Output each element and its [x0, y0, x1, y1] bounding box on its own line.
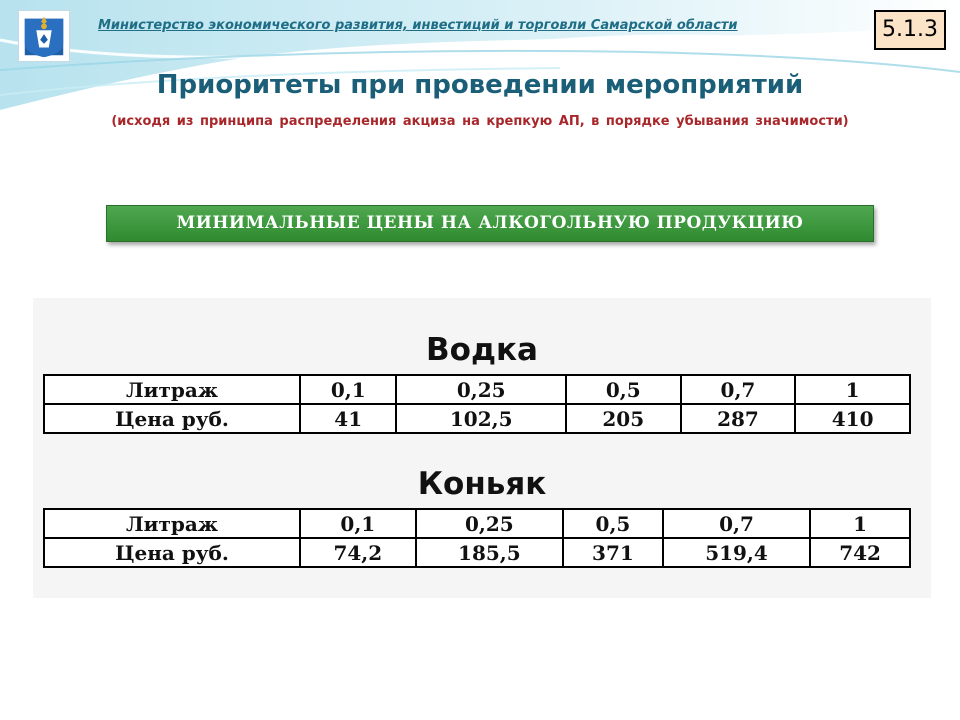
table-cell: 0,5 — [563, 509, 663, 538]
table-cell: 519,4 — [663, 538, 810, 567]
table-cell: 0,1 — [300, 375, 396, 404]
slide-number-badge: 5.1.3 — [874, 10, 946, 50]
table-cell: 0,25 — [416, 509, 563, 538]
table-cell: 0,7 — [663, 509, 810, 538]
table-cell: 0,5 — [566, 375, 681, 404]
table-cell: 102,5 — [396, 404, 565, 433]
table-cell: 185,5 — [416, 538, 563, 567]
table-cell: 1 — [810, 509, 910, 538]
price-tables-panel — [33, 298, 931, 598]
vodka-price-table — [43, 374, 911, 434]
cognac-price-table — [43, 508, 911, 568]
slide-title: Приоритеты при проведении мероприятий — [156, 70, 804, 100]
table-cell: 287 — [681, 404, 796, 433]
cognac-table-title: Коньяк — [417, 466, 547, 502]
table-row — [44, 404, 910, 433]
table-cell: 0,1 — [300, 509, 416, 538]
vodka-table-title: Водка — [426, 332, 538, 368]
table-cell: 1 — [795, 375, 910, 404]
section-banner: МИНИМАЛЬНЫЕ ЦЕНЫ НА АЛКОГОЛЬНУЮ ПРОДУКЦИЮ — [106, 205, 874, 242]
samara-region-emblem-icon — [18, 10, 70, 62]
ministry-header-link[interactable]: Министерство экономического развития, инвестиций и торговли Самарской области — [98, 18, 738, 33]
table-cell: Цена руб. — [44, 538, 300, 567]
table-cell: Литраж — [44, 375, 300, 404]
table-cell: 0,25 — [396, 375, 565, 404]
table-cell: 205 — [566, 404, 681, 433]
table-cell: Цена руб. — [44, 404, 300, 433]
table-cell: 74,2 — [300, 538, 416, 567]
table-cell: 742 — [810, 538, 910, 567]
table-cell: 371 — [563, 538, 663, 567]
table-cell: 0,7 — [681, 375, 796, 404]
table-cell: 41 — [300, 404, 396, 433]
slide-subtitle: (исходя из принципа распределения акциза на крепкую АП, в порядке убывания значимости) — [111, 114, 849, 129]
table-cell: 410 — [795, 404, 910, 433]
table-row — [44, 509, 910, 538]
table-cell: Литраж — [44, 509, 300, 538]
table-row — [44, 375, 910, 404]
table-row — [44, 538, 910, 567]
